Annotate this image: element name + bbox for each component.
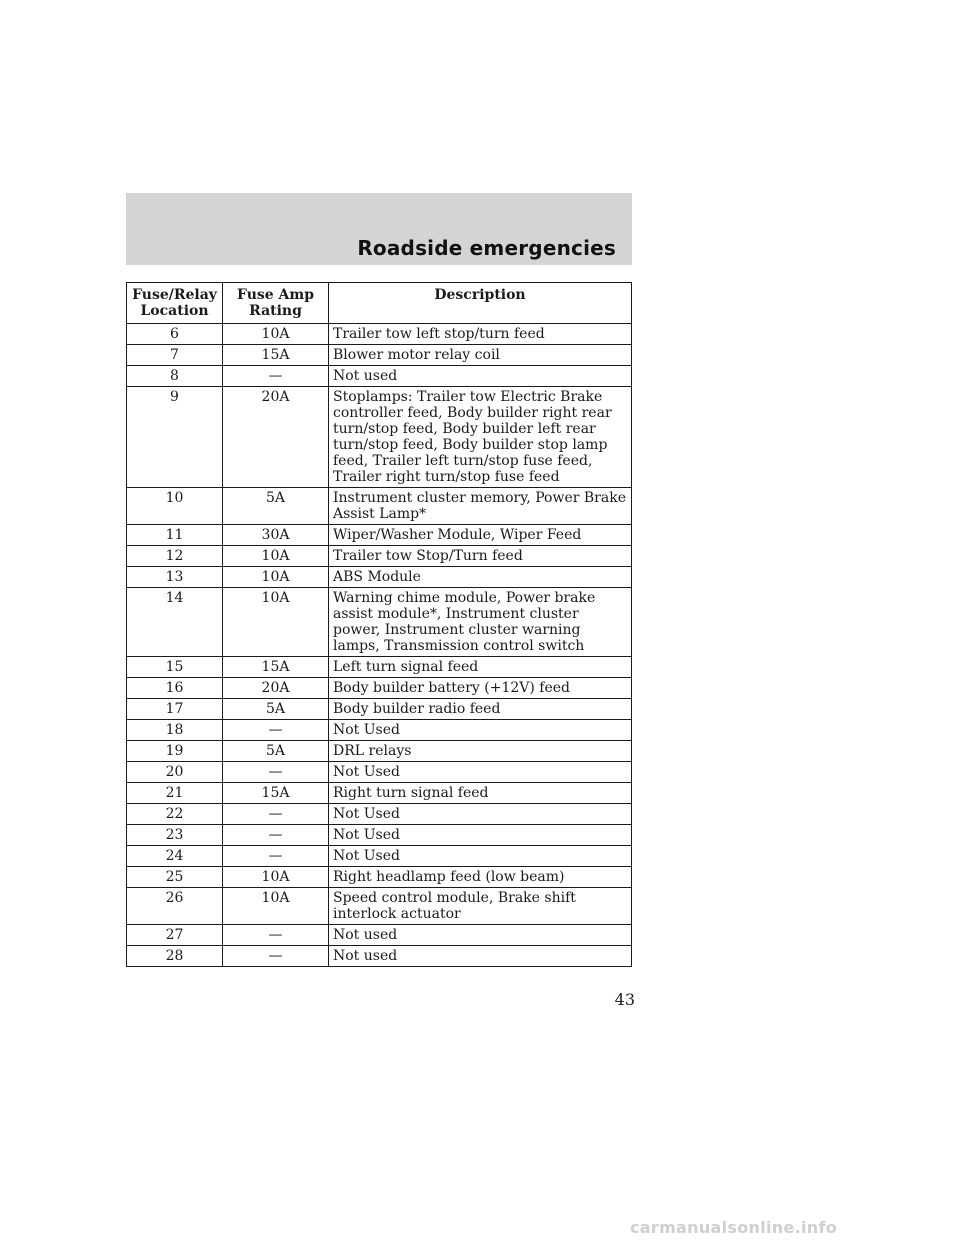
fuse-location-cell: 21 <box>127 783 223 804</box>
fuse-rating-cell: 30A <box>223 525 329 546</box>
fuse-location-cell: 14 <box>127 588 223 657</box>
fuse-rating-cell: — <box>223 846 329 867</box>
column-header-location-line-1: Fuse/Relay <box>132 287 217 303</box>
fuse-description-cell: Trailer tow Stop/Turn feed <box>329 546 632 567</box>
fuse-description-cell: Not Used <box>329 825 632 846</box>
fuse-table-body <box>127 324 632 967</box>
table-row <box>127 762 632 783</box>
fuse-description-cell: Right turn signal feed <box>329 783 632 804</box>
table-row <box>127 783 632 804</box>
fuse-table <box>126 282 632 967</box>
table-row <box>127 546 632 567</box>
fuse-description-cell: ABS Module <box>329 567 632 588</box>
table-row <box>127 946 632 967</box>
fuse-rating-cell: 20A <box>223 678 329 699</box>
fuse-description-cell: Right headlamp feed (low beam) <box>329 867 632 888</box>
watermark: carmanualsonline.info <box>630 1218 838 1237</box>
fuse-location-cell: 13 <box>127 567 223 588</box>
fuse-location-cell: 17 <box>127 699 223 720</box>
fuse-location-cell: 10 <box>127 488 223 525</box>
fuse-description-cell: Not Used <box>329 804 632 825</box>
fuse-description-cell: Trailer tow left stop/turn feed <box>329 324 632 345</box>
fuse-rating-cell: — <box>223 825 329 846</box>
table-row <box>127 324 632 345</box>
page-number: 43 <box>614 990 635 1009</box>
table-row <box>127 387 632 488</box>
fuse-location-cell: 11 <box>127 525 223 546</box>
header-row <box>127 283 632 324</box>
fuse-location-cell: 12 <box>127 546 223 567</box>
table-row <box>127 488 632 525</box>
fuse-location-cell: 25 <box>127 867 223 888</box>
table-row <box>127 657 632 678</box>
table-row <box>127 345 632 366</box>
fuse-description-cell: Body builder radio feed <box>329 699 632 720</box>
fuse-rating-cell: — <box>223 720 329 741</box>
fuse-rating-cell: 5A <box>223 741 329 762</box>
fuse-location-cell: 16 <box>127 678 223 699</box>
column-header-rating-line-1: Fuse Amp <box>237 287 314 303</box>
fuse-description-cell: Left turn signal feed <box>329 657 632 678</box>
column-header-location <box>127 283 223 324</box>
fuse-rating-cell: 20A <box>223 387 329 488</box>
fuse-rating-cell: 15A <box>223 783 329 804</box>
table-row <box>127 741 632 762</box>
fuse-rating-cell: 10A <box>223 888 329 925</box>
fuse-description-cell: Not Used <box>329 720 632 741</box>
fuse-description-cell: Blower motor relay coil <box>329 345 632 366</box>
table-row <box>127 925 632 946</box>
fuse-location-cell: 7 <box>127 345 223 366</box>
fuse-description-cell: Warning chime module, Power brake assist module*, Instrument cluster power, Instrument cluster warning lamps, Transmission control switch <box>329 588 632 657</box>
column-header-location-line-2: Location <box>140 303 209 319</box>
fuse-location-cell: 20 <box>127 762 223 783</box>
fuse-rating-cell: 10A <box>223 588 329 657</box>
fuse-description-cell: Not used <box>329 946 632 967</box>
fuse-location-cell: 26 <box>127 888 223 925</box>
table-row <box>127 804 632 825</box>
table-row <box>127 867 632 888</box>
fuse-location-cell: 28 <box>127 946 223 967</box>
fuse-location-cell: 19 <box>127 741 223 762</box>
fuse-description-cell: Speed control module, Brake shift interlock actuator <box>329 888 632 925</box>
fuse-location-cell: 9 <box>127 387 223 488</box>
fuse-rating-cell: 5A <box>223 488 329 525</box>
fuse-rating-cell: 10A <box>223 567 329 588</box>
section-title: Roadside emergencies <box>357 236 616 260</box>
fuse-description-cell: Not used <box>329 366 632 387</box>
fuse-rating-cell: — <box>223 762 329 783</box>
fuse-table-header <box>127 283 632 324</box>
table-row <box>127 699 632 720</box>
fuse-rating-cell: 10A <box>223 324 329 345</box>
fuse-location-cell: 18 <box>127 720 223 741</box>
table-row <box>127 678 632 699</box>
fuse-rating-cell: 10A <box>223 546 329 567</box>
fuse-rating-cell: — <box>223 946 329 967</box>
fuse-description-cell: Not used <box>329 925 632 946</box>
fuse-description-cell: Stoplamps: Trailer tow Electric Brake controller feed, Body builder right rear turn/stop feed, Body builder left rear turn/stop feed, Body builder stop lamp feed, Trailer left turn/stop fuse feed, Trailer right turn/stop fuse feed <box>329 387 632 488</box>
column-header-rating-line-2: Rating <box>249 303 302 319</box>
table-row <box>127 888 632 925</box>
fuse-location-cell: 22 <box>127 804 223 825</box>
fuse-description-cell: Instrument cluster memory, Power Brake Assist Lamp* <box>329 488 632 525</box>
column-header-description-text: Description <box>434 287 526 303</box>
fuse-description-cell: Not Used <box>329 762 632 783</box>
fuse-description-cell: DRL relays <box>329 741 632 762</box>
fuse-rating-cell: — <box>223 925 329 946</box>
table-row <box>127 525 632 546</box>
fuse-rating-cell: 5A <box>223 699 329 720</box>
column-header-description <box>329 283 632 324</box>
table-row <box>127 588 632 657</box>
table-row <box>127 720 632 741</box>
fuse-location-cell: 27 <box>127 925 223 946</box>
fuse-location-cell: 15 <box>127 657 223 678</box>
fuse-rating-cell: 15A <box>223 657 329 678</box>
section-header-band <box>126 193 632 265</box>
fuse-description-cell: Not Used <box>329 846 632 867</box>
fuse-rating-cell: 10A <box>223 867 329 888</box>
fuse-location-cell: 8 <box>127 366 223 387</box>
table-row <box>127 846 632 867</box>
table-row <box>127 366 632 387</box>
table-row <box>127 825 632 846</box>
table-row <box>127 567 632 588</box>
column-header-rating <box>223 283 329 324</box>
fuse-location-cell: 23 <box>127 825 223 846</box>
fuse-rating-cell: — <box>223 366 329 387</box>
fuse-rating-cell: 15A <box>223 345 329 366</box>
fuse-description-cell: Wiper/Washer Module, Wiper Feed <box>329 525 632 546</box>
fuse-description-cell: Body builder battery (+12V) feed <box>329 678 632 699</box>
fuse-location-cell: 6 <box>127 324 223 345</box>
fuse-location-cell: 24 <box>127 846 223 867</box>
fuse-rating-cell: — <box>223 804 329 825</box>
